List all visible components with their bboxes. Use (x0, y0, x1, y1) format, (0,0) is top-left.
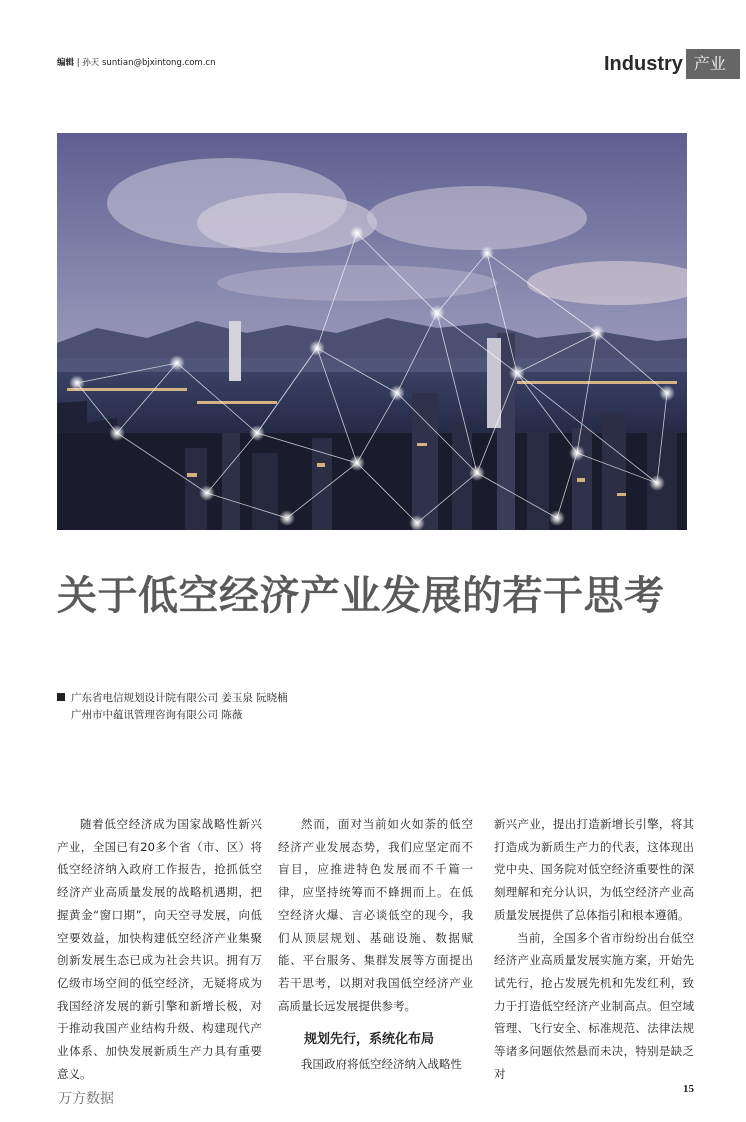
editor-info: 孙天 suntian@bjxintong.com.cn (82, 58, 216, 68)
watermark-text: 万方数据 (58, 1091, 114, 1107)
article-title: 关于低空经济产业发展的若干思考 (57, 573, 665, 619)
section-subheading: 规划先行，系统化布局 (304, 1032, 435, 1048)
section-label-zh: 产业 (686, 49, 740, 79)
city-network-illustration (57, 133, 687, 530)
editor-label: 编辑 (57, 58, 75, 68)
body-column-2 (278, 813, 473, 1076)
editor-credit (57, 56, 215, 68)
paragraph: 当前，全国多个省市纷纷出台低空经济产业高质量发展实施方案，开始先试先行，抢占发展先机和先发红利，致力于打造低空经济产业制高点。但空域管理、飞行安全、标准规范、法律法规等诸多问题依然悬而未决，特别是缺乏对 (494, 930, 694, 1081)
authors-line-1: 广东省电信规划设计院有限公司 姜玉泉 阮晓楠 (71, 692, 288, 704)
body-column-3 (494, 813, 694, 1085)
section-tag (604, 49, 740, 79)
paragraph: 新兴产业，提出打造新增长引擎，将其打造成为新质生产力的代表，这体现出党中央、国务院对低空经济重要性的深刻理解和充分认识，为低空经济产业高质量发展提供了总体指引和根本遵循。 (494, 817, 694, 922)
paragraph: 然而，面对当前如火如荼的低空经济产业发展态势，我们应坚定而不盲目，应推进特色发展而不千篇一律，应坚持统筹而不蜂拥而上。在低空经济火爆、言必谈低空的现今，我们从顶层规划、基础设施、数据赋能、平台服务、集群发展等方面提出若干思考，以期对我国低空经济产业高质量长远发展提供参考。 (278, 817, 473, 1013)
paragraph: 我国政府将低空经济纳入战略性 (301, 1057, 462, 1072)
body-column-1 (57, 813, 262, 1085)
paragraph: 随着低空经济成为国家战略性新兴产业，全国已有20多个省（市、区）将低空经济纳入政府工作报告，抢抓低空经济产业高质量发展的战略机遇期，把握黄金“窗口期”，向天空寻发展，向低空要效益，加快构建低空经济产业集聚创新发展生态已成为社会共识。拥有万亿级市场空间的低空经济，无疑将成为我国经济发展的新引擎和新增长极，对于推动我国产业结构升级、构建现代产业体系、加快发展新质生产力具有重要意义。 (57, 817, 262, 1081)
section-label-en: Industry (604, 53, 683, 75)
bullet-square-icon (57, 693, 65, 701)
hero-image (57, 133, 687, 530)
page-number: 15 (683, 1083, 694, 1095)
divider: | (76, 58, 83, 68)
author-block (57, 690, 288, 724)
authors-line-2: 广州市中蕴讯管理咨询有限公司 陈薇 (71, 709, 243, 721)
